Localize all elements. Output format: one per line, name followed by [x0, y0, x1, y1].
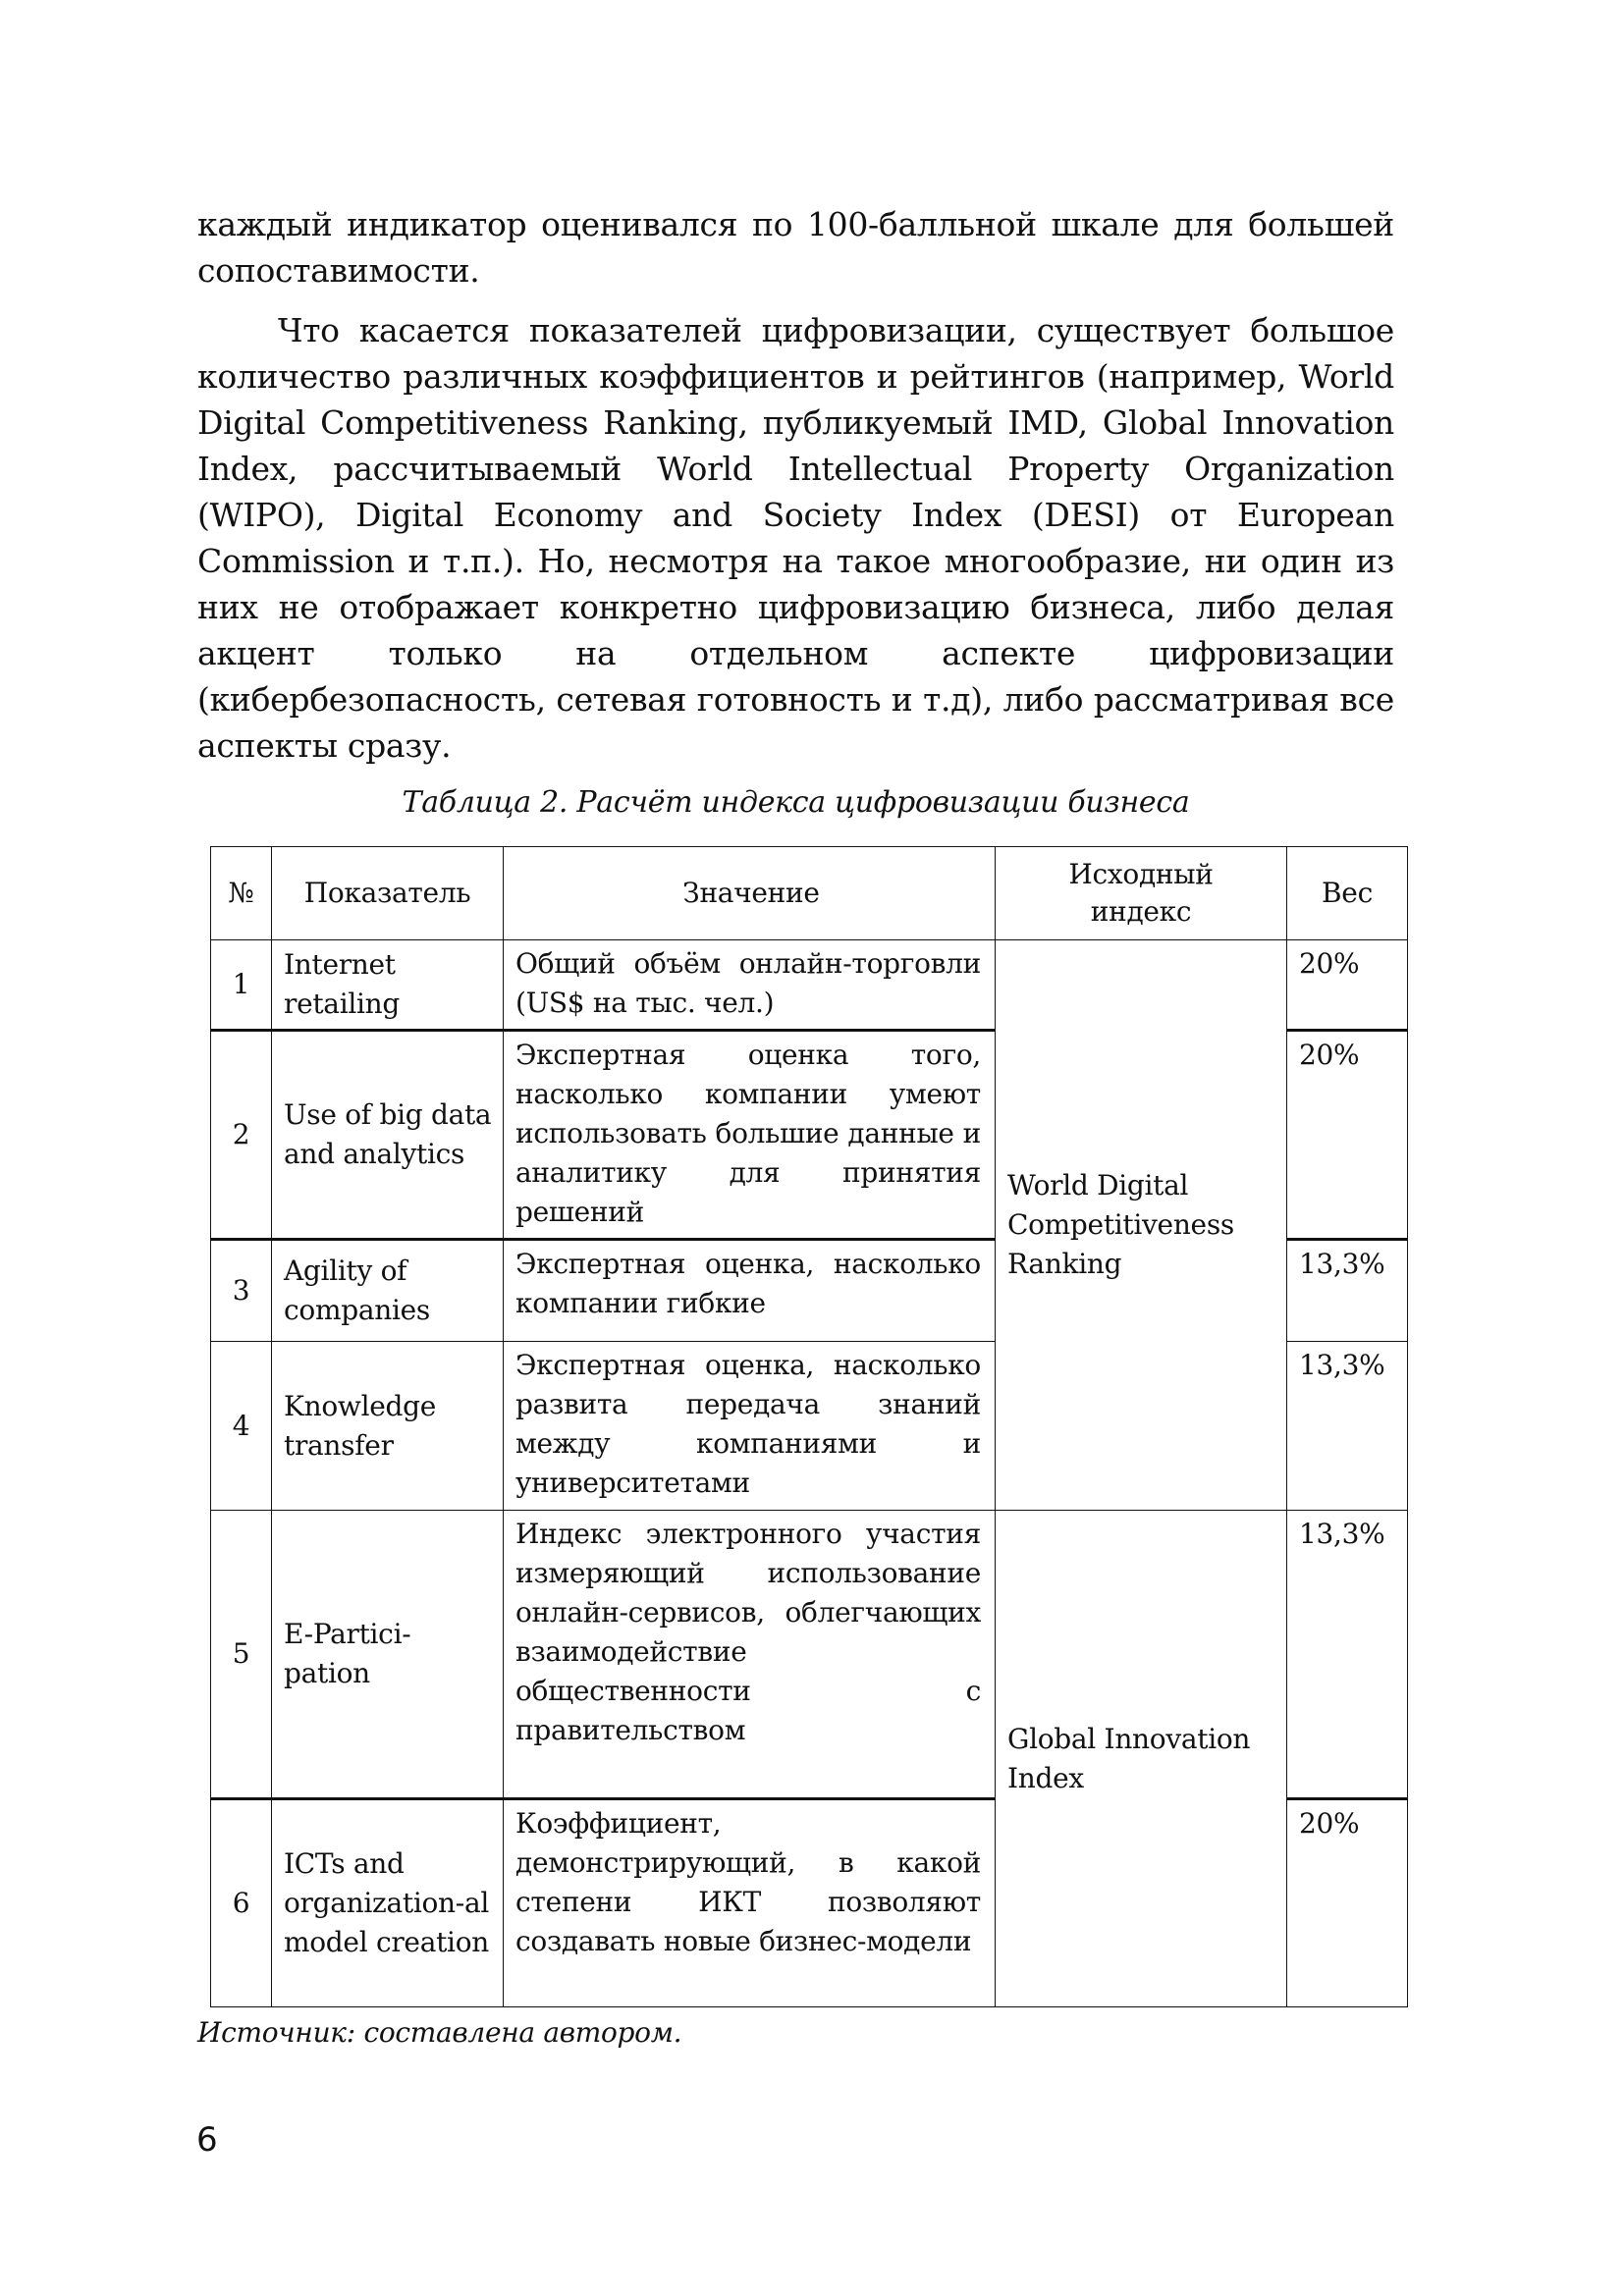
row-value: Экспертная оценка того, насколько компании умеют использовать большие данные и аналитику для принятия решений	[504, 1031, 996, 1240]
header-indicator: Показатель	[272, 847, 504, 940]
header-source-index: Исходный индекс	[996, 847, 1287, 940]
row-value: Экспертная оценка, насколько развита передача знаний между компаниями и университетами	[504, 1342, 996, 1511]
row-value: Коэффициент, демонстрирующий, в какой степени ИКТ позволяют создавать новые бизнес-модели	[504, 1799, 996, 2007]
paragraph-2: Что касается показателей цифровизации, существует большое количество различных коэффициентов и рейтингов (например, World Digital Competitiveness Ranking, публикуемый IMD, Global Innovation Index, рассчитываемый World Intellectual Property Organization (WIPO), Digital Economy and Society Index (DESI) от European Commission и т.п.). Но, несмотря на такое многообразие, ни один из них не отображает конкретно цифровизацию бизнеса, либо делая акцент только на отдельном аспекте цифровизации (кибербезопасность, сетевая готовность и т.д), либо рассматривая все аспекты сразу.	[197, 311, 1394, 765]
header-weight: Вес	[1287, 847, 1408, 940]
page-number: 6	[196, 2120, 218, 2160]
row-weight: 13,3%	[1287, 1511, 1408, 1799]
row-indicator: Internet retailing	[272, 940, 504, 1031]
row-value: Общий объём онлайн-торговли (US$ на тыс. чел.)	[504, 940, 996, 1031]
source-index-wdcr: World Digital Competitiveness Ranking	[996, 940, 1287, 1511]
row-indicator: Use of big data and analytics	[272, 1031, 504, 1240]
row-num: 1	[211, 940, 272, 1031]
source-index-gii: Global Innovation Index	[996, 1511, 1287, 2007]
row-num: 3	[211, 1240, 272, 1342]
header-num: №	[211, 847, 272, 940]
table-header-row	[211, 847, 1408, 940]
row-value: Экспертная оценка, насколько компании гибкие	[504, 1240, 996, 1342]
row-weight: 13,3%	[1287, 1240, 1408, 1342]
row-weight: 20%	[1287, 1799, 1408, 2007]
header-value: Значение	[504, 847, 996, 940]
row-indicator: E-Partici-pation	[272, 1511, 504, 1799]
paragraph-1: каждый индикатор оценивался по 100-балльной шкале для большей сопоставимости.	[197, 205, 1394, 290]
row-weight: 20%	[1287, 940, 1408, 1031]
row-indicator: Knowledge transfer	[272, 1342, 504, 1511]
row-indicator: Agility of companies	[272, 1240, 504, 1342]
row-value: Индекс электронного участия измеряющий использование онлайн-сервисов, облегчающих взаимодействие общественности с правительством	[504, 1511, 996, 1799]
row-weight: 20%	[1287, 1031, 1408, 1240]
table-row	[211, 940, 1408, 1031]
table-source-note: Источник: составлена автором.	[197, 2016, 682, 2049]
digitalization-index-table	[210, 846, 1408, 2007]
row-num: 4	[211, 1342, 272, 1511]
row-weight: 13,3%	[1287, 1342, 1408, 1511]
row-indicator: ICTs and organization-al model creation	[272, 1799, 504, 2007]
row-num: 5	[211, 1511, 272, 1799]
row-num: 6	[211, 1799, 272, 2007]
row-num: 2	[211, 1031, 272, 1240]
table-caption: Таблица 2. Расчёт индекса цифровизации бизнеса	[402, 785, 1190, 820]
table-row	[211, 1511, 1408, 1799]
